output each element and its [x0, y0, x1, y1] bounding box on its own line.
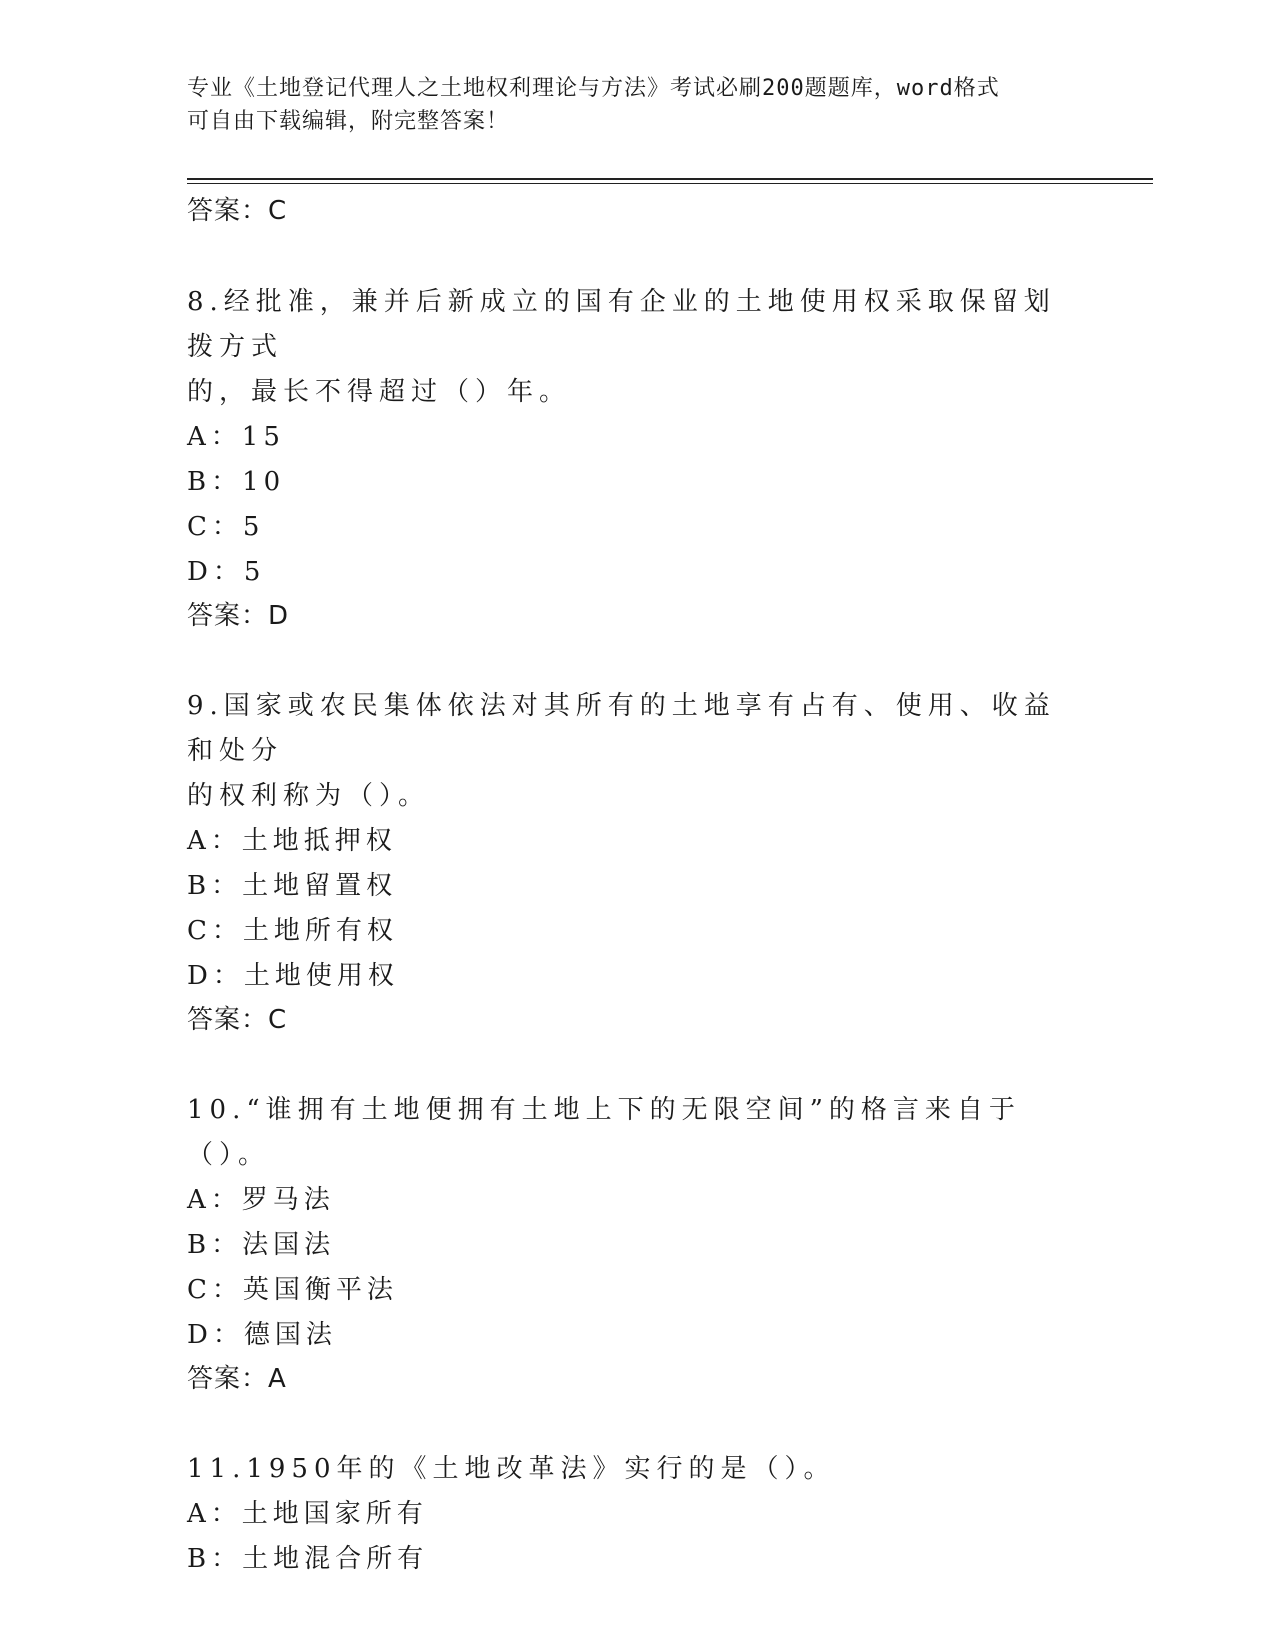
option-b: B：10 — [187, 467, 286, 497]
document-header — [187, 72, 1067, 138]
option-b: B：土地混合所有 — [187, 1544, 429, 1574]
question-block — [187, 280, 1067, 637]
option-c: C：土地所有权 — [187, 916, 398, 946]
option-b: B：法国法 — [187, 1230, 336, 1260]
option-a: A：15 — [187, 422, 285, 452]
question-block — [187, 1088, 1067, 1400]
option-a: A：土地国家所有 — [187, 1499, 428, 1529]
header-line-2: 可自由下载编辑，附完整答案！ — [187, 109, 510, 134]
question-stem-line: 8.经批准，兼并后新成立的国有企业的土地使用权采取保留划拨方式 — [187, 287, 1056, 362]
option-a: A：土地抵押权 — [187, 826, 397, 856]
answer-line: 答案：C — [187, 196, 288, 226]
header-line-1: 专业《土地登记代理人之土地权利理论与方法》考试必刷200题题库，word格式 — [187, 76, 1000, 101]
option-d: D：德国法 — [187, 1320, 337, 1350]
answer-line: 答案：A — [187, 1364, 287, 1394]
answer-line: 答案：D — [187, 601, 290, 631]
question-stem-line: 9.国家或农民集体依法对其所有的土地享有占有、使用、收益和处分 — [187, 691, 1056, 766]
option-c: C：英国衡平法 — [187, 1275, 398, 1305]
question-stem-line: 11.1950年的《土地改革法》实行的是（）。 — [187, 1454, 836, 1484]
question-stem-line: 的权利称为（）。 — [187, 781, 431, 811]
option-c: C：5 — [187, 512, 265, 542]
question-block — [187, 1447, 1067, 1582]
option-d: D：土地使用权 — [187, 961, 399, 991]
option-b: B：土地留置权 — [187, 871, 398, 901]
question-list — [187, 190, 1067, 1582]
option-d: D：5 — [187, 557, 266, 587]
answer-line: 答案：C — [187, 1005, 288, 1035]
question-stem-line: 10.“谁拥有土地便拥有土地上下的无限空间”的格言来自于（）。 — [187, 1095, 1021, 1170]
question-block — [187, 684, 1067, 1041]
header-divider — [187, 178, 1153, 180]
header-divider-thin — [187, 183, 1153, 184]
question-stem-line: 的，最长不得超过（）年。 — [187, 377, 572, 407]
option-a: A：罗马法 — [187, 1185, 335, 1215]
